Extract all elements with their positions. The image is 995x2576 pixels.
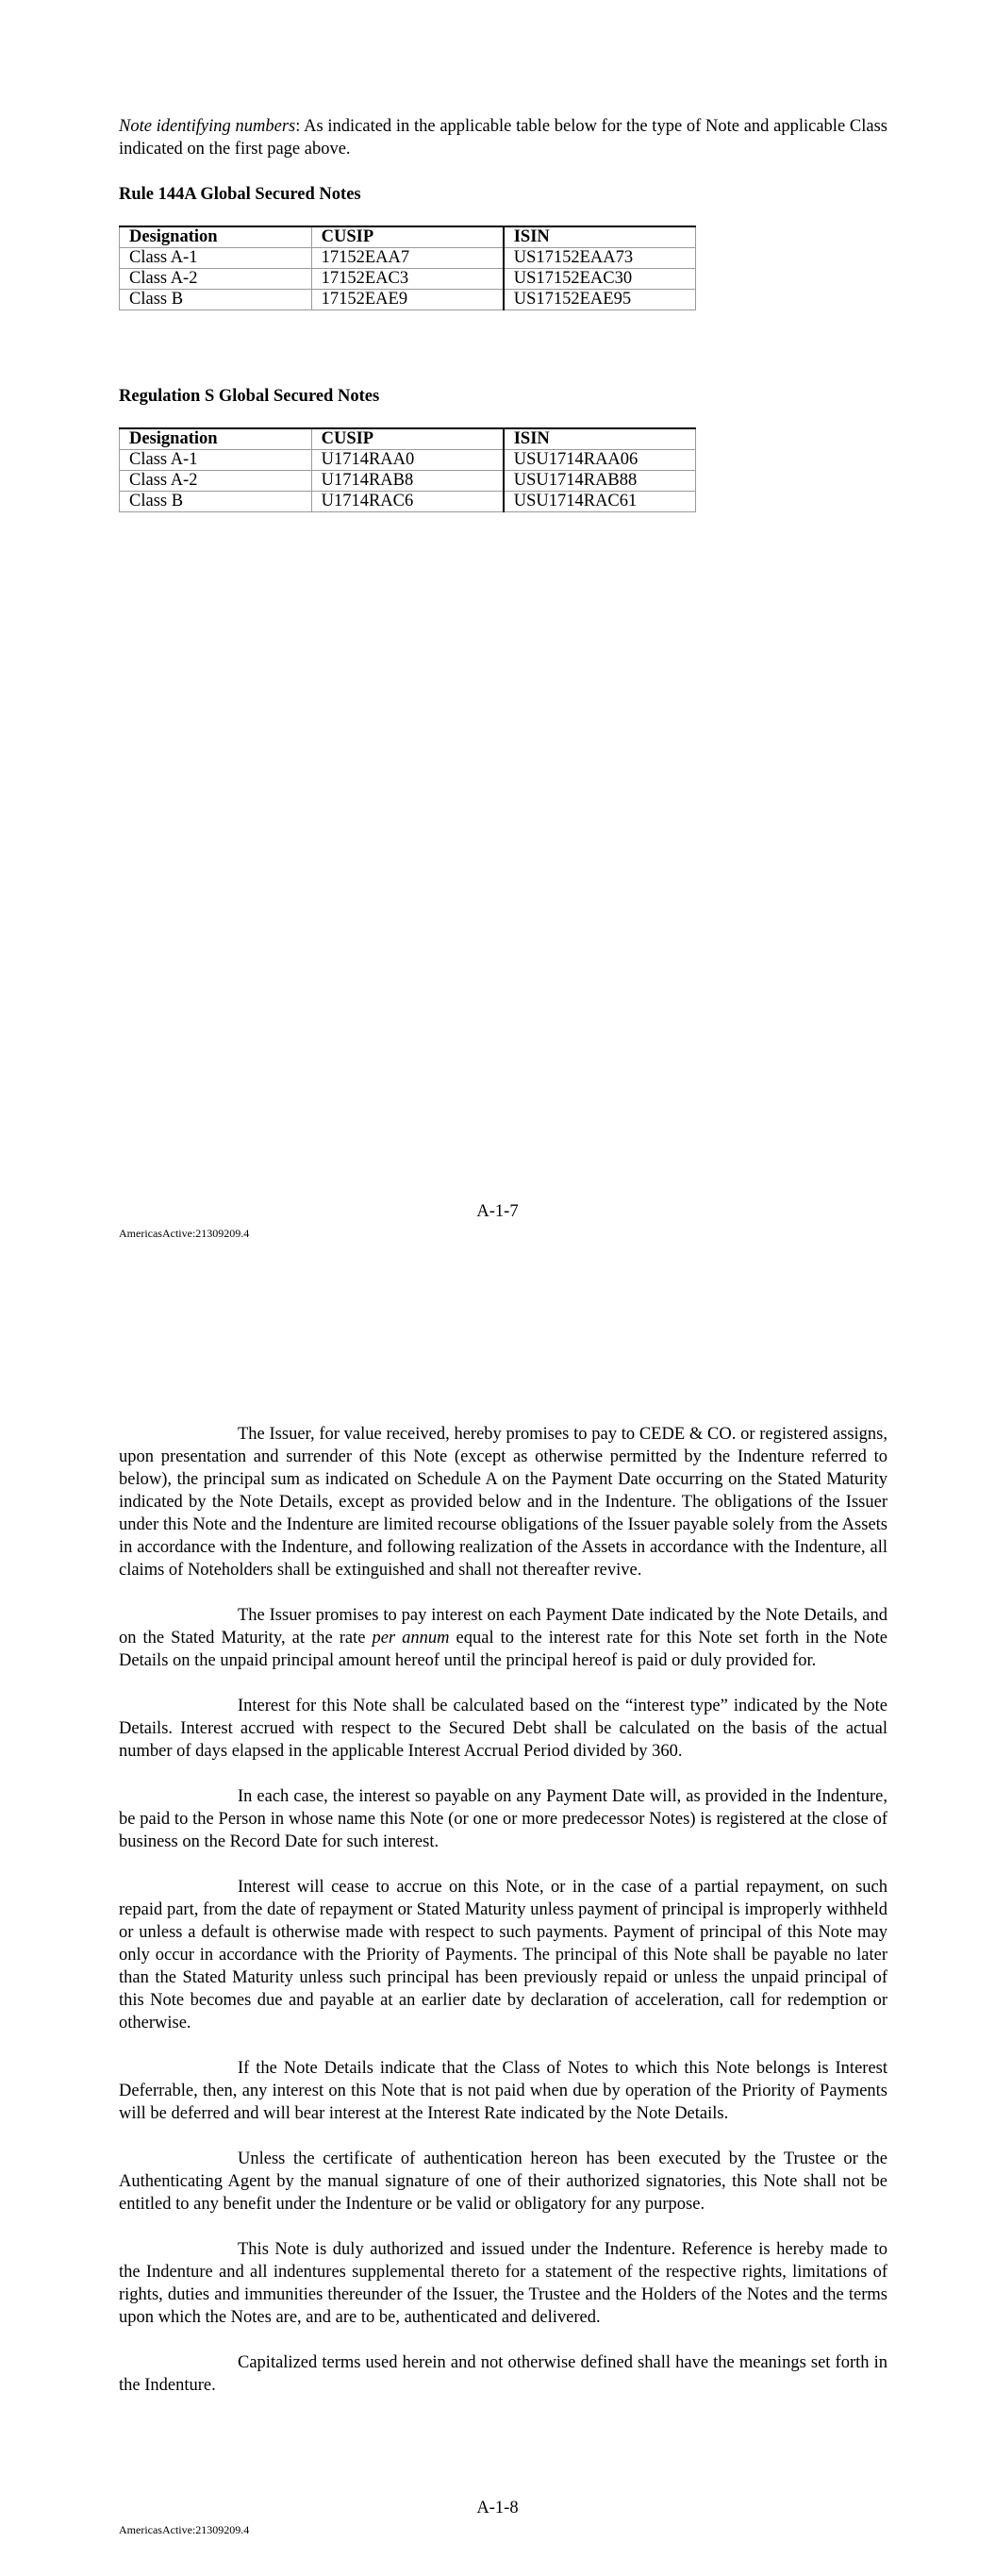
table-row: [120, 471, 696, 492]
designation-cell: Class A-2: [120, 471, 312, 492]
cusip-cell: 17152EAC3: [311, 269, 504, 290]
per-annum-term: per annum: [372, 1629, 450, 1648]
interest-deferrable-paragraph: If the Note Details indicate that the Class of Notes to which this Note belongs is Interest Deferrable, then, any interest on this Note that is not paid when due by operation of the Priority of Payments will be deferred and will bear interest at the Interest Rate indicated by the Note Details.: [119, 2059, 887, 2123]
column-header-designation: Designation: [120, 428, 312, 450]
page-number: A-1-8: [476, 2499, 519, 2517]
rule-144a-table: [119, 226, 696, 310]
authentication-paragraph: Unless the certificate of authentication hereon has been executed by the Trustee or the Authenticating Agent by the manual signature of one of their authorized signatories, this Note shall not be entitled to any benefit under the Indenture or be valid or obligatory for any purpose.: [119, 2149, 887, 2214]
note-identifying-numbers-label: Note identifying numbers: [119, 117, 296, 136]
isin-cell: US17152EAA73: [504, 248, 696, 269]
table-header-row: [120, 226, 696, 248]
isin-cell: USU1714RAC61: [504, 492, 696, 512]
table-header-row: [120, 428, 696, 450]
table-row: [120, 290, 696, 310]
note-terms-body: [119, 1423, 887, 2419]
cusip-cell: 17152EAE9: [311, 290, 504, 310]
column-header-designation: Designation: [120, 226, 312, 248]
designation-cell: Class B: [120, 492, 312, 512]
page-a-1-8: [0, 1293, 995, 2576]
document-footer-id: AmericasActive:21309209.4: [119, 2523, 250, 2536]
designation-cell: Class A-1: [120, 450, 312, 471]
isin-cell: US17152EAE95: [504, 290, 696, 310]
note-identifying-numbers-text: : As indicated in the applicable table below for the type of Note and applicable Class indicated on the first page above.: [119, 117, 887, 159]
cusip-cell: U1714RAA0: [311, 450, 504, 471]
interest-payment-paragraph: [119, 1604, 887, 1672]
isin-cell: USU1714RAA06: [504, 450, 696, 471]
regulation-s-heading: Regulation S Global Secured Notes: [119, 387, 380, 406]
column-header-isin: ISIN: [504, 226, 696, 248]
interest-paragraph-start: The Issuer promises to pay interest on each Payment Date indicated by the Note Details, and on the Stated Maturity, at the rate: [119, 1606, 887, 1648]
table-row: [120, 450, 696, 471]
table-row: [120, 248, 696, 269]
cusip-cell: U1714RAC6: [311, 492, 504, 512]
indenture-reference-paragraph: This Note is duly authorized and issued under the Indenture. Reference is hereby made to the Indenture and all indentures supplemental thereto for a statement of the respective rights, limitations of rights, duties and immunities thereunder of the Issuer, the Trustee and the Holders of the Notes and the terms upon which the Notes are, and are to be, authenticated and delivered.: [119, 2240, 887, 2327]
principal-paragraph: The Issuer, for value received, hereby promises to pay to CEDE & CO. or registered assigns, upon presentation and surrender of this Note (except as otherwise permitted by the Indenture referred to below), the principal sum as indicated on Schedule A on the Payment Date occurring on the Stated Maturity indicated by the Note Details, except as provided below and in the Indenture. The obligations of the Issuer under this Note and the Indenture are limited recourse obligations of the Issuer payable solely from the Assets in accordance with the Indenture, and following realization of the Assets in accordance with the Indenture, all claims of Noteholders shall be extinguished and shall not thereafter revive.: [119, 1425, 887, 1580]
regulation-s-table: [119, 427, 696, 512]
column-header-cusip: CUSIP: [311, 428, 504, 450]
designation-cell: Class A-2: [120, 269, 312, 290]
page-number: A-1-7: [476, 1202, 519, 1221]
cusip-cell: 17152EAA7: [311, 248, 504, 269]
note-identifying-numbers-paragraph: [119, 115, 887, 160]
designation-cell: Class A-1: [120, 248, 312, 269]
table-row: [120, 492, 696, 512]
record-date-paragraph: In each case, the interest so payable on any Payment Date will, as provided in the Indenture, be paid to the Person in whose name this Note (or one or more predecessor Notes) is registered at the close of business on the Record Date for such interest.: [119, 1787, 887, 1851]
table-row: [120, 269, 696, 290]
defined-terms-paragraph: Capitalized terms used herein and not otherwise defined shall have the meanings set forth in the Indenture.: [119, 2353, 887, 2395]
isin-cell: USU1714RAB88: [504, 471, 696, 492]
cusip-cell: U1714RAB8: [311, 471, 504, 492]
document-footer-id: AmericasActive:21309209.4: [119, 1227, 250, 1240]
interest-calculation-paragraph: Interest for this Note shall be calculated based on the “interest type” indicated by the Note Details. Interest accrued with respect to the Secured Debt shall be calculated on the basis of the actual number of days elapsed in the applicable Interest Accrual Period divided by 360.: [119, 1697, 887, 1761]
rule-144a-heading: Rule 144A Global Secured Notes: [119, 185, 361, 204]
interest-paragraph-end: equal to the interest rate for this Note set forth in the Note Details on the unpaid principal amount hereof until the principal hereof is paid or duly provided for.: [119, 1629, 887, 1670]
isin-cell: US17152EAC30: [504, 269, 696, 290]
designation-cell: Class B: [120, 290, 312, 310]
cessation-of-interest-paragraph: Interest will cease to accrue on this Note, or in the case of a partial repayment, on such repaid part, from the date of repayment or Stated Maturity unless payment of principal is improperly withheld or unless a default is otherwise made with respect to such payments. Payment of principal of this Note may only occur in accordance with the Priority of Payments. The principal of this Note shall be payable no later than the Stated Maturity unless such principal has been previously repaid or unless the unpaid principal of this Note becomes due and payable at an earlier date by declaration of acceleration, call for redemption or otherwise.: [119, 1878, 887, 2032]
column-header-cusip: CUSIP: [311, 226, 504, 248]
column-header-isin: ISIN: [504, 428, 696, 450]
